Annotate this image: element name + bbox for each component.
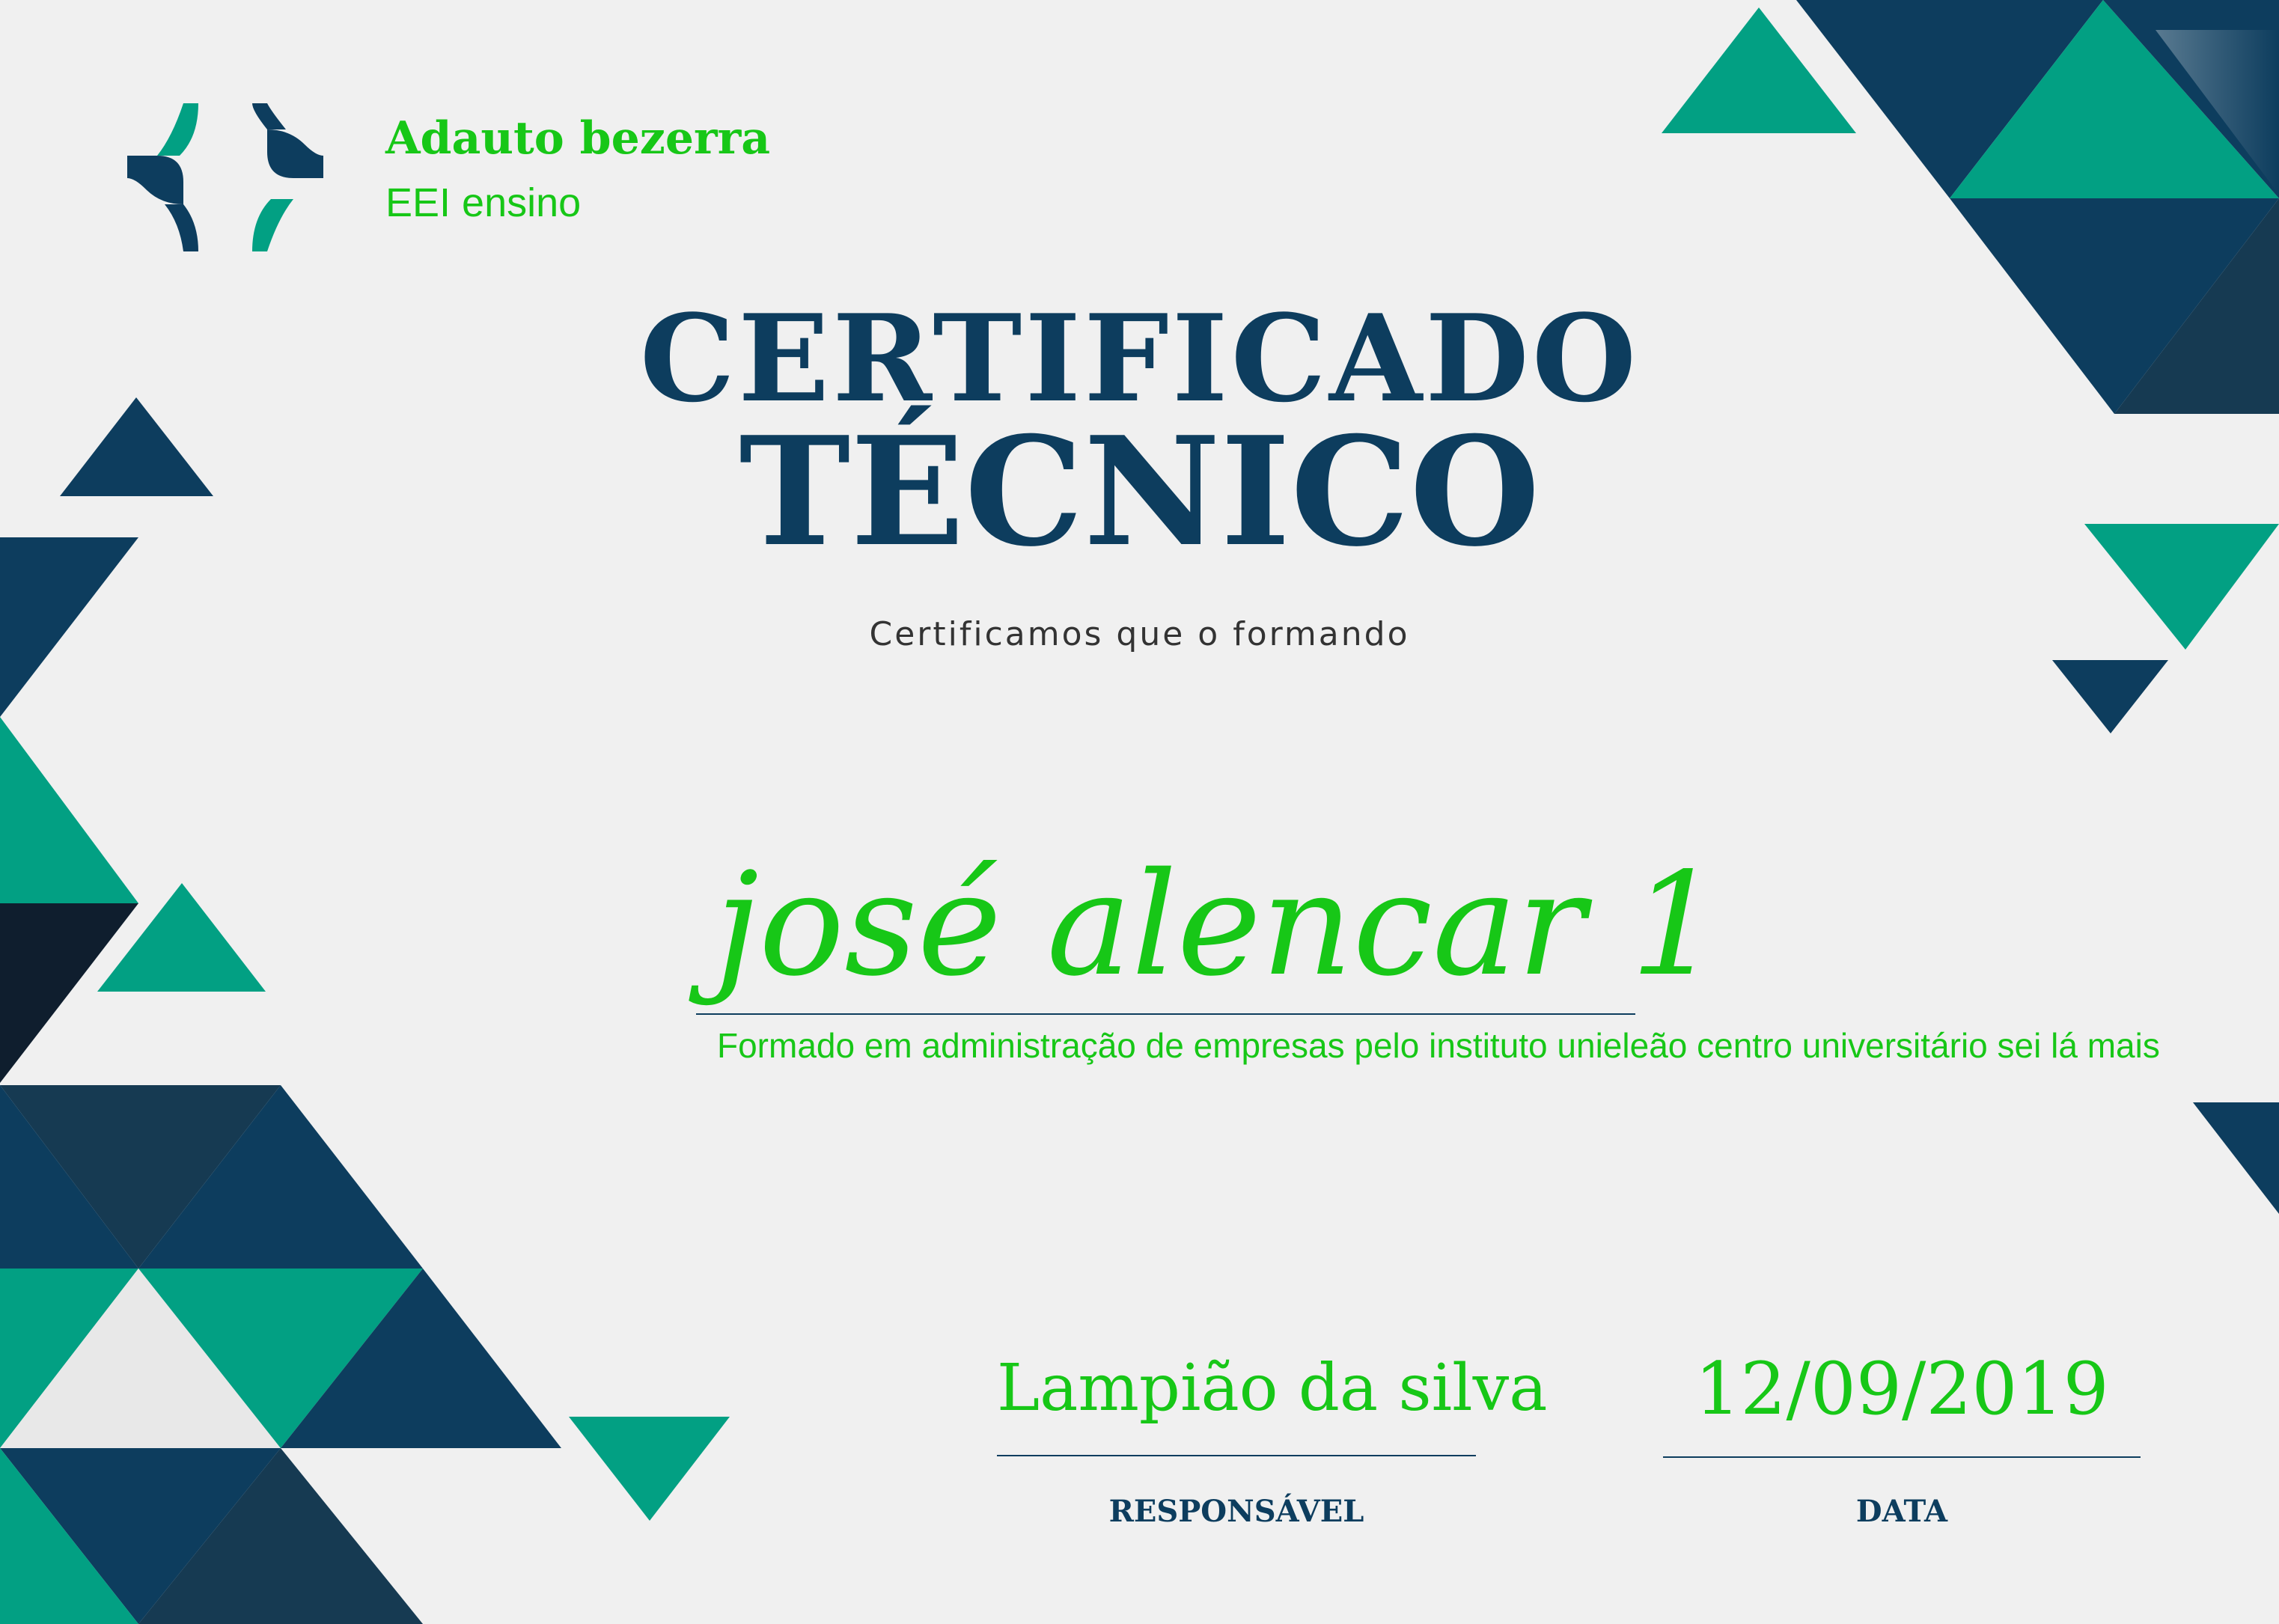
signer-underline <box>997 1455 1476 1456</box>
institution-logo-icon <box>127 103 323 251</box>
student-name: josé alencar 1 <box>715 842 1721 1007</box>
certificate-title-line2: TÉCNICO <box>739 404 1540 580</box>
student-name-underline <box>696 1013 1635 1015</box>
triangle-shape <box>569 1417 730 1521</box>
org-subtitle: EEI ensino <box>385 180 582 225</box>
triangle-shape <box>0 903 138 1083</box>
student-description: Formado em administração de empresas pelo instituto unieleão centro universitário sei lá mais <box>717 1026 2160 1065</box>
certificate-title-line1: CERTIFICADO <box>639 288 1640 429</box>
triangle-shape <box>2052 660 2168 733</box>
triangle-shape <box>2193 1102 2279 1214</box>
org-name: Adauto bezerra <box>385 112 771 165</box>
intro-text: Certificamos que o formando <box>869 615 1410 653</box>
date-label: DATA <box>1855 1494 1948 1529</box>
certificate-date: 12/09/2019 <box>1694 1347 2109 1431</box>
signer-label: RESPONSÁVEL <box>1108 1494 1364 1529</box>
signer-name: Lampião da silva <box>997 1351 1548 1426</box>
date-underline <box>1663 1456 2141 1458</box>
triangle-shape <box>0 717 138 903</box>
